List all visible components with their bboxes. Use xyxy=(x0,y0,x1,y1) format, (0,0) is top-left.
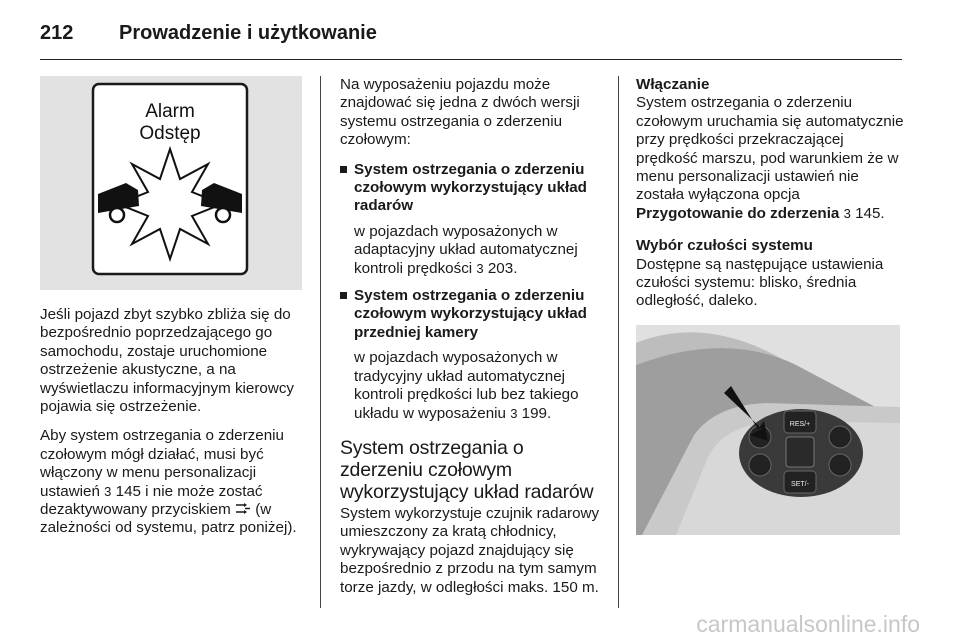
watermark: carmanualsonline.info xyxy=(696,611,920,637)
page-ref-icon: 3 xyxy=(510,405,518,421)
right-column xyxy=(636,76,904,535)
steering-wheel-figure xyxy=(636,325,900,535)
bullet-square-icon xyxy=(340,166,347,173)
list-item: System ostrzegania o zderzeniu czołowym wykorzystujący układ radarów w pojazdach wyposażonych w adaptacyjny układ automatycznej kontroli prędkości 3 203. xyxy=(340,161,608,278)
bullet-square-icon xyxy=(340,292,347,299)
middle-column xyxy=(340,76,608,608)
subheading-activation: Włączanie xyxy=(636,76,710,93)
page-ref-icon: 3 xyxy=(843,205,851,221)
activation-paragraph: System ostrzegania o zderzeniu czołowym uruchamia się automatycznie przy prędkości przekraczającej prędkość marszu, pod warunkiem że w menu personalizacji ustawień nie została wyłączona opcja Przygotowanie do zderzenia 3 145. xyxy=(636,94,904,222)
column-divider xyxy=(320,76,321,608)
column-divider xyxy=(618,76,619,608)
subheading-sensitivity: Wybór czułości systemu xyxy=(636,237,813,255)
alarm-label: Alarm xyxy=(145,101,195,122)
sensitivity-paragraph: Dostępne są następujące ustawienia czułości systemu: blisko, średnia odległość, daleko. xyxy=(636,255,884,310)
section-heading: System ostrzegania o zderzeniu czołowym wykorzystujący układ radarów xyxy=(340,436,594,503)
res-button-label: RES/+ xyxy=(789,420,811,428)
header-rule xyxy=(40,59,902,60)
middle-intro: Na wyposażeniu pojazdu może znajdować się jedna z dwóch wersji systemu ostrzegania o zderzeniu czołowym: xyxy=(340,76,580,149)
page-ref-icon: 3 xyxy=(104,483,112,499)
distance-label: Odstęp xyxy=(139,123,201,144)
left-column xyxy=(40,76,310,549)
left-paragraph-2: Aby system ostrzegania o zderzeniu czołowym mógł działać, musi być włączony w menu personalizacji ustawień 3 145 i nie może zostać dezaktywowany przyciskiem (w zależności od systemu, patrz poniżej). xyxy=(40,427,297,537)
list-item: System ostrzegania o zderzeniu czołowym wykorzystujący układ przedniej kamery w pojazdach wyposażonych w tradycyjny układ automatycznej kontroli prędkości lub bez takiego układu w wyposażeniu 3 199. xyxy=(340,287,608,423)
left-paragraph-1: Jeśli pojazd zbyt szybko zbliża się do bezpośrednio poprzedzającego go samochodu, zostaje uruchomione ostrzeżenie akustyczne, a na wyświetlaczu informacyjnym kierowcy pojawia się ostrzeżenie. xyxy=(40,306,295,416)
set-button-label: SET/- xyxy=(791,480,809,488)
page-title: Prowadzenie i użytkowanie xyxy=(119,22,377,44)
collision-alert-figure xyxy=(40,76,302,290)
section-paragraph: System wykorzystuje czujnik radarowy umieszczony za kratą chłodnicy, wykrywający pojazd znajdujący się bezpośrednio z przodu na tym samym torze jazdy, w odległości maks. 150 m. xyxy=(340,504,600,596)
page-number: 212 xyxy=(40,22,74,44)
page-ref-icon: 3 xyxy=(476,260,484,276)
sensitivity-button-icon xyxy=(235,501,251,518)
